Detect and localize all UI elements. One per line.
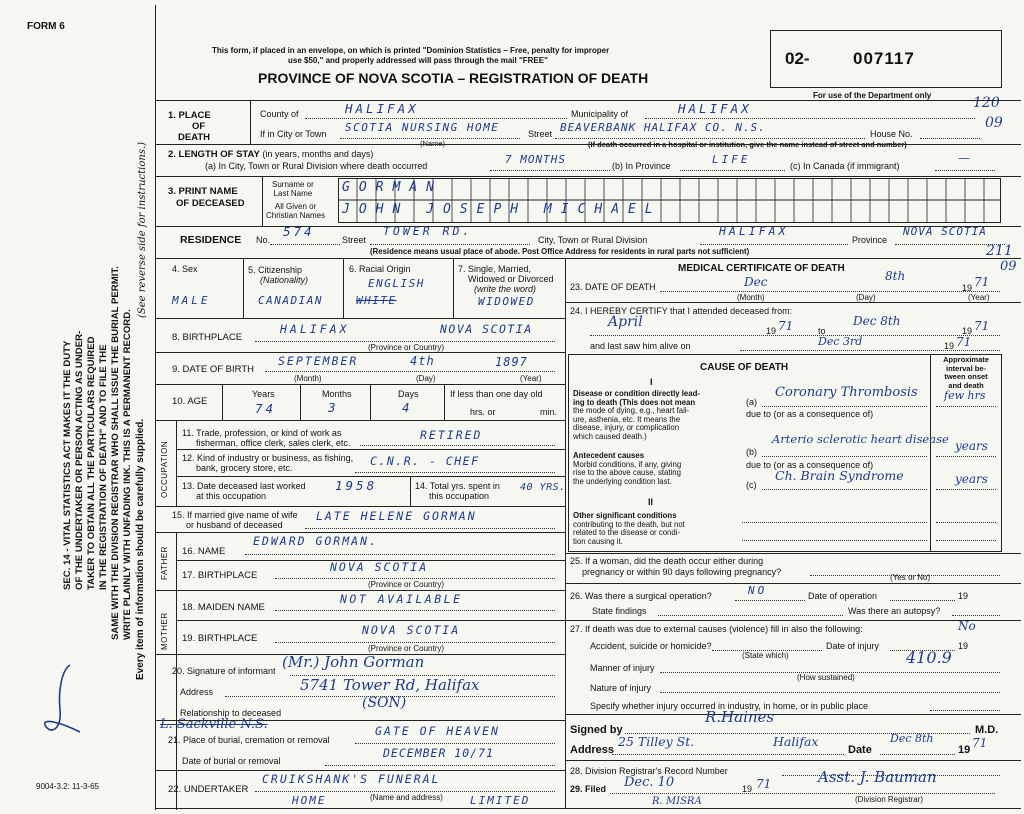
marital-label bbox=[458, 264, 554, 294]
sex-value: MALE bbox=[172, 294, 211, 307]
birth-month-sub: (Month) bbox=[294, 374, 322, 383]
interval-header-3: tween onset bbox=[944, 372, 988, 381]
mother-birthplace-label: 19. BIRTHPLACE bbox=[182, 633, 258, 644]
certify-label: 24. I HEREBY CERTIFY that I attended deceased from: bbox=[570, 306, 793, 316]
attended-to: Dec 8th bbox=[853, 314, 901, 328]
age-less-label: If less than one day old bbox=[450, 389, 543, 399]
stay-label-main: 2. LENGTH OF STAY bbox=[168, 149, 260, 160]
interval-header-1: Approximate bbox=[943, 355, 989, 364]
marital-label-1: 7. Single, Married, bbox=[458, 264, 532, 274]
due-to-a: due to (or as a consequence of) bbox=[746, 409, 874, 419]
antecedent-label bbox=[573, 452, 681, 486]
surname-label-2: Last Name bbox=[273, 189, 313, 198]
death-day: 8th bbox=[885, 269, 906, 283]
reg-prefix: 02- bbox=[785, 49, 810, 68]
side-instructions bbox=[62, 120, 110, 590]
racial-label: 6. Racial Origin bbox=[349, 264, 411, 274]
cause-header: CAUSE OF DEATH bbox=[700, 362, 789, 373]
registrar-label: (Division Registrar) bbox=[855, 795, 924, 804]
stay-c-label: (c) In Canada (if immigrant) bbox=[790, 161, 900, 171]
q25-label bbox=[570, 556, 781, 578]
dept-code-1: 120 bbox=[973, 95, 1000, 111]
q14-label-1: 14. Total yrs. spent in bbox=[415, 481, 500, 491]
other-label-3: related to the disease or condi- bbox=[573, 528, 681, 537]
dept-use-label: For use of the Department only bbox=[813, 91, 932, 100]
undertaker-sub: (Name and address) bbox=[370, 793, 443, 802]
manner-value: 410.9 bbox=[906, 648, 952, 667]
stay-label bbox=[168, 150, 373, 160]
informant-label: 20. Signature of informant bbox=[172, 666, 276, 676]
age-hrs-label: hrs. or bbox=[470, 407, 496, 417]
surname-label bbox=[272, 180, 314, 198]
roman-one: I bbox=[650, 377, 653, 387]
burial-date: DECEMBER 10/71 bbox=[383, 746, 494, 760]
q26-label: 26. Was there a surgical operation? bbox=[570, 591, 712, 601]
mother-maiden-label: 18. MAIDEN NAME bbox=[182, 602, 265, 613]
side-text-1: SEC. 14 - VITAL STATISTICS ACT MAKES IT THE DUTY bbox=[62, 340, 73, 590]
mother-maiden: NOT AVAILABLE bbox=[340, 592, 463, 606]
side-text-8: (See reverse side for instructions.) bbox=[137, 141, 148, 318]
attended-to-prefix: 19 bbox=[962, 326, 973, 336]
place-note: (If death occurred in a hospital or institution, give the name instead of street and number) bbox=[588, 140, 907, 149]
q12-label-1: 12. Kind of industry or business, as fishing, bbox=[182, 453, 354, 463]
street-label: Street bbox=[528, 129, 553, 139]
undertaker-value-3: LIMITED bbox=[470, 794, 531, 807]
other-label-4: tion causing it. bbox=[573, 536, 623, 546]
q12-label-2: bank, grocery store, etc. bbox=[196, 463, 293, 473]
burial-label: 21. Place of burial, cremation or removal bbox=[168, 735, 330, 745]
spouse-value: LATE HELENE GORMAN bbox=[316, 509, 477, 523]
racial-value: ENGLISH bbox=[368, 277, 425, 290]
interval-c-value: years bbox=[955, 472, 988, 486]
dept-code-3: 211 bbox=[986, 243, 1013, 259]
residence-number: 574 bbox=[283, 224, 315, 239]
place-label bbox=[168, 110, 211, 143]
spouse-label-2: or husband of deceased bbox=[186, 520, 283, 530]
given-label-2: Christian Names bbox=[266, 211, 326, 220]
marital-label-2: Widowed or Divorced bbox=[468, 274, 554, 284]
disease-label-5: disease, injury, or complication bbox=[573, 423, 680, 432]
interval-b-value: years bbox=[955, 439, 988, 453]
stay-label-sub: (in years, months and days) bbox=[262, 149, 374, 159]
cause-a-value: Coronary Thrombosis bbox=[775, 385, 918, 400]
stay-a-label: (a) In City, Town or Rural Division where death occurred bbox=[205, 161, 428, 171]
attended-to-label: to bbox=[818, 326, 826, 336]
registration-number-box bbox=[770, 30, 1002, 88]
house-label: House No. bbox=[870, 129, 913, 139]
place-label-1: 1. PLACE bbox=[168, 110, 211, 121]
name-label bbox=[168, 186, 245, 210]
q12-label bbox=[182, 453, 353, 473]
margin-initial-mark bbox=[40, 660, 90, 740]
q13-value: 1958 bbox=[335, 478, 378, 493]
cause-b-value: Arterio sclerotic heart disease bbox=[772, 432, 949, 446]
stay-b-label: (b) In Province bbox=[612, 161, 671, 171]
residence-street: TOWER RD. bbox=[383, 224, 473, 238]
citizenship-label bbox=[248, 265, 308, 285]
q13-label bbox=[182, 481, 306, 501]
interval-header-4: and death bbox=[948, 380, 984, 390]
medical-header: MEDICAL CERTIFICATE OF DEATH bbox=[678, 263, 845, 274]
stay-c-value: — bbox=[958, 151, 970, 165]
cause-c-value: Ch. Brain Syndrome bbox=[775, 468, 904, 483]
q27-label: 27. If death was due to external causes (violence) fill in also the following: bbox=[570, 624, 863, 634]
birthplace-sub: (Province or Country) bbox=[368, 343, 445, 352]
residence-city-label: City, Town or Rural Division bbox=[538, 235, 648, 245]
interval-header bbox=[934, 356, 998, 390]
burial-place-struck: L. Sackville N.S. bbox=[160, 717, 268, 732]
disease-label-3: the mode of dying, e.g., heart fail- bbox=[573, 406, 690, 415]
disease-label-4: ure, asthenia, etc. It means the bbox=[573, 414, 681, 424]
attended-from: April bbox=[608, 314, 643, 330]
envelope-note-1: This form, if placed in an envelope, on which is printed "Dominion Statistics – Free, penalty for improper bbox=[212, 46, 610, 55]
q11-value: RETIRED bbox=[420, 428, 483, 442]
spouse-label bbox=[172, 510, 298, 530]
signed-year: 71 bbox=[972, 736, 988, 750]
age-days: 4 bbox=[402, 400, 413, 415]
death-year: 71 bbox=[974, 275, 990, 289]
age-min-label: min. bbox=[540, 407, 558, 417]
attended-to-year: 71 bbox=[974, 319, 990, 333]
undertaker-value-1: CRUIKSHANK'S FUNERAL bbox=[262, 772, 441, 786]
death-date-label: 23. DATE OF DEATH bbox=[570, 282, 656, 292]
age-months-label: Months bbox=[322, 389, 352, 399]
cause-b-label: (b) bbox=[746, 447, 757, 457]
q13-label-1: 13. Date deceased last worked bbox=[182, 481, 306, 491]
reg-number: 007117 bbox=[853, 49, 915, 68]
roman-two: II bbox=[648, 497, 654, 507]
father-birthplace-sub: (Province or Country) bbox=[368, 580, 445, 589]
disease-label-1: Disease or condition directly lead- bbox=[573, 389, 700, 398]
undertaker-label: 22. UNDERTAKER bbox=[168, 784, 249, 795]
interval-a-value: few hrs bbox=[944, 389, 986, 402]
form-title: PROVINCE OF NOVA SCOTIA – REGISTRATION OF DEATH bbox=[258, 70, 649, 86]
q26-autopsy-label: Was there an autopsy? bbox=[848, 606, 941, 616]
registrar-misra: R. MISRA bbox=[652, 796, 702, 807]
birth-date-label: 9. DATE OF BIRTH bbox=[172, 364, 254, 375]
q13-label-2: at this occupation bbox=[196, 491, 267, 501]
side-text-7: Every item of information should be carefully supplied. bbox=[135, 418, 146, 680]
industry-label: Specify whether injury occurred in industry, in home, or in public place bbox=[590, 701, 868, 711]
birth-month: SEPTEMBER bbox=[278, 354, 359, 368]
side-text-2: OF THE UNDERTAKER OR PERSON ACTING AS UNDER- bbox=[74, 330, 85, 590]
last-saw-date: Dec 3rd bbox=[818, 335, 863, 348]
citizenship-label-1: 5. Citizenship bbox=[248, 265, 303, 275]
surname-value: GORMAN bbox=[342, 180, 443, 195]
q11-label-1: 11. Trade, profession, or kind of work as bbox=[182, 428, 342, 438]
cause-c-label: (c) bbox=[746, 480, 757, 490]
birth-year: 1897 bbox=[495, 355, 528, 369]
q25-label-1: 25. If a woman, did the death occur either during bbox=[570, 556, 764, 566]
accident-label: Accident, suicide or homicide? bbox=[590, 641, 712, 651]
surname-label-1: Surname or bbox=[272, 180, 314, 189]
birthplace-value-2: NOVA SCOTIA bbox=[440, 322, 533, 336]
q14-label-2: this occupation bbox=[429, 491, 490, 501]
father-side-label: FATHER bbox=[160, 546, 169, 580]
sex-label: 4. Sex bbox=[172, 264, 198, 274]
given-value: JOHN JOSEPH MICHAEL bbox=[342, 202, 662, 217]
marital-label-3: (write the word) bbox=[474, 284, 537, 294]
place-name-sub: (Name) bbox=[420, 139, 446, 148]
municipality-label: Municipality of bbox=[571, 109, 629, 119]
disease-label-6: which caused death.) bbox=[573, 431, 647, 441]
q14-label bbox=[415, 481, 500, 501]
antecedent-label-1: Antecedent causes bbox=[573, 451, 645, 460]
informant-signature: (Mr.) John Gorman bbox=[282, 653, 425, 671]
signed-address-city: Halifax bbox=[773, 734, 819, 749]
last-saw-label: and last saw him alive on bbox=[590, 341, 691, 351]
q12-value: C.N.R. - CHEF bbox=[370, 454, 480, 468]
age-years-label: Years bbox=[252, 389, 275, 399]
marital-value: WIDOWED bbox=[478, 295, 535, 308]
manner-label: Manner of injury bbox=[590, 663, 655, 673]
residence-province-label: Province bbox=[852, 235, 888, 245]
cause-a-label: (a) bbox=[746, 397, 757, 407]
father-birthplace-label: 17. BIRTHPLACE bbox=[182, 570, 258, 581]
residence-city: HALIFAX bbox=[719, 224, 789, 238]
q25-sub: (Yes or No) bbox=[890, 573, 931, 582]
mother-side-label: MOTHER bbox=[160, 612, 169, 650]
registrar-signature: Asst. J. Bauman bbox=[818, 768, 937, 786]
attended-from-prefix: 19 bbox=[766, 326, 777, 336]
antecedent-label-4: the underlying condition last. bbox=[573, 476, 672, 486]
occupation-side-label: OCCUPATION bbox=[160, 440, 169, 498]
side-text-5: SAME WITH THE DIVISION REGISTRAR WHO SHALL ISSUE THE BURIAL PERMIT. bbox=[110, 266, 121, 640]
form-number: FORM 6 bbox=[27, 21, 65, 32]
q29-label: 29. Filed bbox=[570, 784, 607, 794]
side-text-4: IN THE REGISTRATION OF DEATH" AND TO FILE THE bbox=[98, 344, 109, 590]
q11-label bbox=[182, 428, 350, 448]
dept-code-2: 09 bbox=[985, 115, 1003, 131]
county-label: County of bbox=[260, 109, 299, 119]
interval-header-2: interval be- bbox=[945, 363, 986, 373]
dept-code-4: 09 bbox=[1000, 259, 1017, 274]
death-year-sub: (Year) bbox=[968, 293, 990, 302]
father-name: EDWARD GORMAN. bbox=[253, 534, 378, 548]
q26-findings-label: State findings bbox=[592, 606, 647, 616]
birthplace-value-1: HALIFAX bbox=[280, 322, 350, 336]
q27-value: No bbox=[958, 619, 976, 633]
place-street-value: BEAVERBANK HALIFAX CO. N.S. bbox=[560, 121, 766, 134]
other-label-2: contributing to the death, but not bbox=[573, 519, 685, 529]
given-label-1: All Given or bbox=[274, 202, 317, 211]
q11-label-2: fisherman, office clerk, sales clerk, etc. bbox=[196, 438, 351, 448]
envelope-note-2: use $50," and properly addressed will pass through the mail "FREE" bbox=[288, 56, 548, 65]
q28-label: 28. Division Registrar's Record Number bbox=[570, 766, 728, 776]
age-months: 3 bbox=[328, 400, 339, 415]
nature-label: Nature of injury bbox=[590, 683, 652, 693]
residence-province: NOVA SCOTIA bbox=[903, 225, 987, 238]
birth-day-sub: (Day) bbox=[416, 374, 436, 383]
signed-date-label: Date bbox=[848, 744, 872, 756]
birth-year-sub: (Year) bbox=[520, 374, 542, 383]
city-label: If in City or Town bbox=[260, 129, 327, 139]
death-year-prefix: 19 bbox=[962, 283, 973, 293]
other-label bbox=[573, 512, 685, 546]
name-label-2: OF DECEASED bbox=[176, 198, 245, 209]
relationship-label: Relationship to deceased bbox=[180, 708, 282, 718]
place-label-3: DEATH bbox=[178, 132, 211, 143]
death-month-sub: (Month) bbox=[737, 293, 765, 302]
father-name-label: 16. NAME bbox=[182, 546, 226, 557]
q14-value: 40 YRS. bbox=[520, 482, 566, 493]
place-label-2: OF bbox=[192, 121, 206, 132]
antecedent-label-2: Morbid conditions, if any, giving bbox=[573, 459, 682, 469]
county-value: HALIFAX bbox=[345, 101, 419, 116]
informant-relationship: (SON) bbox=[362, 695, 407, 711]
father-birthplace: NOVA SCOTIA bbox=[330, 560, 429, 574]
residence-no-label: No. bbox=[256, 235, 271, 245]
residence-note: (Residence means usual place of abode. Post Office Address for residents in rural parts not sufficient) bbox=[370, 247, 750, 256]
state-which-label: (State which) bbox=[742, 651, 789, 660]
spouse-label-1: 15. If married give name of wife bbox=[172, 510, 298, 520]
q29-year: 71 bbox=[756, 777, 772, 791]
antecedent-label-3: rise to the above cause, stating bbox=[573, 468, 681, 477]
birth-day: 4th bbox=[410, 354, 435, 368]
signed-year-prefix: 19 bbox=[958, 744, 971, 756]
last-saw-year: 71 bbox=[956, 335, 972, 349]
due-to-b: due to (or as a consequence of) bbox=[746, 460, 874, 470]
undertaker-value-2: HOME bbox=[292, 794, 327, 807]
other-label-1: Other significant conditions bbox=[573, 511, 677, 520]
mother-birthplace: NOVA SCOTIA bbox=[362, 623, 461, 637]
md-label: M.D. bbox=[975, 724, 999, 736]
residence-street-label: Street bbox=[342, 235, 367, 245]
age-years: 74 bbox=[255, 401, 277, 416]
injury-year-prefix: 19 bbox=[958, 641, 969, 651]
name-label-1: 3. PRINT NAME bbox=[168, 186, 238, 197]
disease-label-2: ing to death (This does not mean bbox=[573, 397, 696, 407]
citizenship-label-2: (Nationality) bbox=[260, 275, 309, 285]
stay-b-value: LIFE bbox=[712, 153, 751, 166]
informant-address: 5741 Tower Rd, Halifax bbox=[300, 676, 480, 694]
institution-value: SCOTIA NURSING HOME bbox=[345, 121, 500, 134]
physician-signature: R.Haines bbox=[705, 708, 775, 726]
q26-date-label: Date of operation bbox=[808, 591, 878, 601]
age-label: 10. AGE bbox=[172, 396, 208, 407]
racial-struck: WHITE bbox=[356, 294, 397, 307]
stay-a-value: 7 MONTHS bbox=[505, 153, 566, 166]
disease-label bbox=[573, 390, 700, 441]
residence-label: RESIDENCE bbox=[180, 234, 242, 246]
attended-from-year: 71 bbox=[778, 319, 794, 333]
q25-label-2: pregnancy or within 90 days following pregnancy? bbox=[582, 567, 782, 577]
death-day-sub: (Day) bbox=[856, 293, 876, 302]
informant-address-label: Address bbox=[180, 687, 214, 697]
death-month: Dec bbox=[744, 275, 768, 289]
burial-date-label: Date of burial or removal bbox=[182, 756, 281, 766]
age-days-label: Days bbox=[398, 389, 419, 399]
given-label bbox=[266, 202, 325, 220]
signed-date: Dec 8th bbox=[890, 732, 934, 745]
mother-birthplace-sub: (Province or Country) bbox=[368, 644, 445, 653]
side-instructions-2 bbox=[110, 266, 134, 640]
birthplace-label: 8. BIRTHPLACE bbox=[172, 332, 243, 343]
injury-date-label: Date of injury bbox=[826, 641, 880, 651]
q26-value: NO bbox=[748, 584, 768, 597]
q29-year-prefix: 19 bbox=[742, 784, 753, 794]
last-saw-prefix: 19 bbox=[944, 341, 955, 351]
q29-value: Dec. 10 bbox=[624, 775, 675, 790]
signed-address: 25 Tilley St. bbox=[618, 734, 695, 749]
signed-address-label: Address bbox=[570, 744, 615, 756]
signed-by-label: Signed by bbox=[570, 724, 623, 736]
q26-year-prefix: 19 bbox=[958, 591, 969, 601]
footer-code: 9004-3.2: 11-3-65 bbox=[36, 782, 100, 791]
side-text-6: WRITE PLAINLY WITH UNFADING INK. THIS IS A PERMANENT RECORD. bbox=[122, 309, 133, 640]
how-sustained-label: (How sustained) bbox=[797, 673, 855, 682]
side-text-3: TAKER TO OBTAIN ALL THE PARTICULARS REQUIRED bbox=[86, 336, 97, 590]
citizenship-value: CANADIAN bbox=[258, 294, 323, 307]
burial-place: GATE OF HEAVEN bbox=[375, 724, 500, 738]
municipality-value: HALIFAX bbox=[678, 101, 752, 116]
